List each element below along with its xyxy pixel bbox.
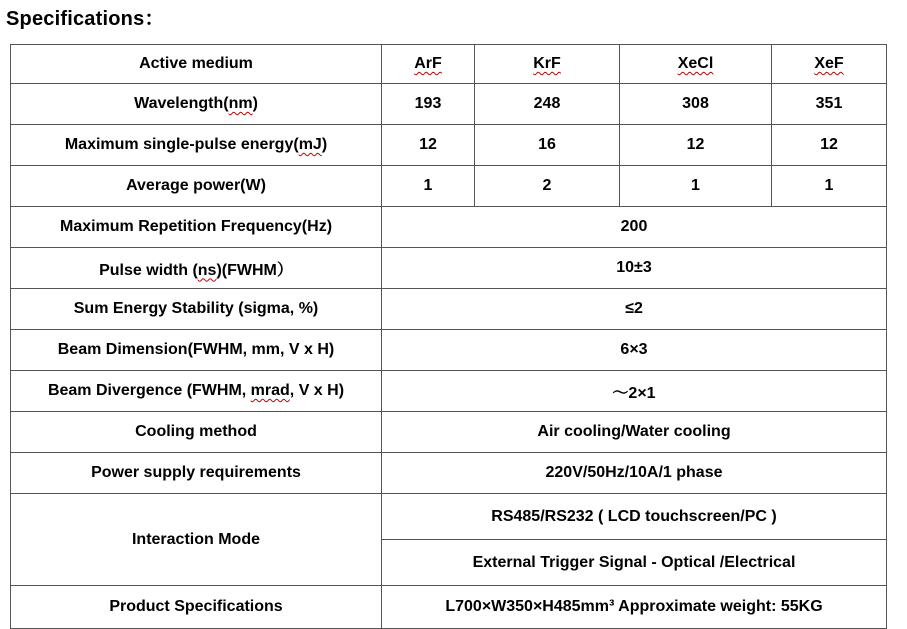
row-label: Power supply requirements (11, 453, 382, 494)
cell-value: ～2×1 (382, 371, 887, 412)
row-label: Interaction Mode (11, 494, 382, 586)
cell-value: 193 (382, 84, 475, 125)
table-row-cooling-method (11, 412, 887, 453)
header-xef: XeF (772, 45, 887, 84)
row-label: Beam Dimension(FWHM, mm, V x H) (11, 330, 382, 371)
header-row (11, 45, 887, 84)
row-label: Average power(W) (11, 166, 382, 207)
cell-value: 220V/50Hz/10A/1 phase (382, 453, 887, 494)
cell-value: 1 (772, 166, 887, 207)
cell-value: 6×3 (382, 330, 887, 371)
row-label: Maximum single-pulse energy(mJ) (11, 125, 382, 166)
table-row-pulse-energy (11, 125, 887, 166)
table-row-average-power (11, 166, 887, 207)
cell-value: Air cooling/Water cooling (382, 412, 887, 453)
specifications-table (10, 44, 887, 629)
cell-value: 2 (475, 166, 620, 207)
cell-value: External Trigger Signal - Optical /Electrical (382, 540, 887, 586)
table-row-wavelength (11, 84, 887, 125)
header-xecl: XeCl (620, 45, 772, 84)
table-row-product-specifications (11, 586, 887, 629)
row-label: Sum Energy Stability (sigma, %) (11, 289, 382, 330)
cell-value: RS485/RS232 ( LCD touchscreen/PC ) (382, 494, 887, 540)
row-label: Product Specifications (11, 586, 382, 629)
cell-value: ≤2 (382, 289, 887, 330)
row-label: Pulse width (ns)(FWHM） (11, 248, 382, 289)
cell-value: 248 (475, 84, 620, 125)
table-row-beam-divergence (11, 371, 887, 412)
cell-value: 12 (382, 125, 475, 166)
table-row-repetition-frequency (11, 207, 887, 248)
cell-value: 10±3 (382, 248, 887, 289)
page-title: Specifications： (6, 8, 165, 30)
row-label: Cooling method (11, 412, 382, 453)
row-label: Wavelength(nm) (11, 84, 382, 125)
header-arf: ArF (382, 45, 475, 84)
table-row-pulse-width (11, 248, 887, 289)
cell-value: 16 (475, 125, 620, 166)
table-row-energy-stability (11, 289, 887, 330)
row-label: Beam Divergence (FWHM, mrad, V x H) (11, 371, 382, 412)
table-row-interaction-mode (11, 494, 887, 540)
cell-value: 12 (772, 125, 887, 166)
cell-value: 12 (620, 125, 772, 166)
cell-value: 351 (772, 84, 887, 125)
cell-value: L700×W350×H485mm³ Approximate weight: 55KG (382, 586, 887, 629)
header-active-medium: Active medium (11, 45, 382, 84)
cell-value: 308 (620, 84, 772, 125)
cell-value: 1 (382, 166, 475, 207)
cell-value: 1 (620, 166, 772, 207)
cell-value: 200 (382, 207, 887, 248)
header-krf: KrF (475, 45, 620, 84)
row-label: Maximum Repetition Frequency(Hz) (11, 207, 382, 248)
table-row-beam-dimension (11, 330, 887, 371)
table-row-power-supply (11, 453, 887, 494)
